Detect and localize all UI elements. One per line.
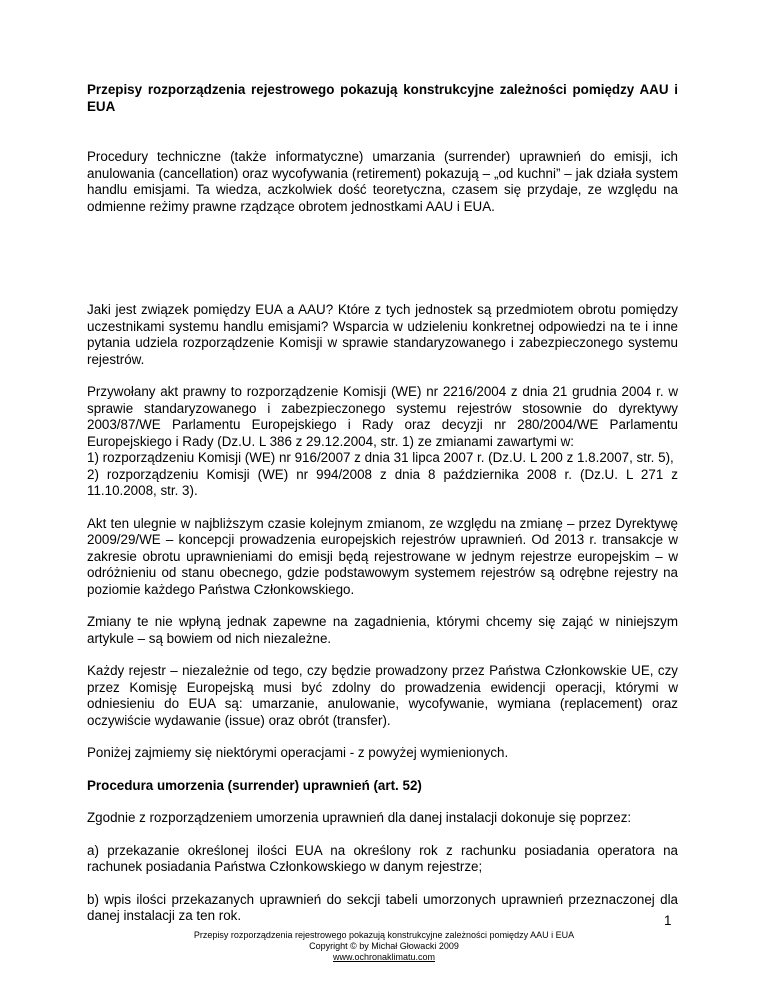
footer-link[interactable]: www.ochronaklimatu.com (332, 952, 436, 962)
paragraph-questions: Jaki jest związek pomiędzy EUA a AAU? Które z tych jednostek są przedmiotem obrotu pomiędzy uczestnikami systemu handlu emisjami? Wsparcia w udzieleniu konkretnej odpowiedzi na te i inne pytania udziela rozporządzenie Komisji w sprawie standaryzowanego i zabezpieczonego systemu rejestrów. (87, 302, 678, 367)
document-body (87, 72, 678, 925)
paragraph-surrender-intro: Zgodnie z rozporządzeniem umorzenia uprawnień dla danej instalacji dokonuje się poprzez: (87, 810, 632, 825)
section-heading-surrender: Procedura umorzenia (surrender) uprawnień (art. 52) (87, 777, 422, 793)
paragraph-amendment-1: 1) rozporządzeniu Komisji (WE) nr 916/2007 z dnia 31 lipca 2007 r. (Dz.U. L 200 z 1.8.2007, str. 5), (87, 450, 674, 465)
list-item-b: b) wpis ilości przekazanych uprawnień do sekcji tabeli umorzonych uprawnień przeznaczonej dla danej instalacji za ten rok. (87, 891, 678, 923)
paragraph-below: Poniżej zajmiemy się niektórymi operacjami - z powyżej wymienionych. (87, 745, 509, 760)
footer-copyright: Copyright © by Michał Głowacki 2009 (309, 941, 459, 951)
paragraph-independence: Zmiany te nie wpłyną jednak zapewne na zagadnienia, którymi chcemy się zająć w niniejszym artykule – są bowiem od nich niezależne. (87, 614, 678, 646)
document-title: Przepisy rozporządzenia rejestrowego pokazują konstrukcyjne zależności pomiędzy AAU i EUA (87, 82, 678, 114)
footer-title: Przepisy rozporządzenia rejestrowego pokazują konstrukcyjne zależności pomiędzy AAU i EUA (193, 930, 575, 940)
paragraph-legal-act: Przywołany akt prawny to rozporządzenie Komisji (WE) nr 2216/2004 z dnia 21 grudnia 2004 r. w sprawie standaryzowanego i zabezpieczonego systemu rejestrów stosownie do dyrektywy 2003/87/WE Parlamentu Europejskiego i Rady oraz decyzji nr 280/2004/WE Parlamentu Europejskiego i Rady (Dz.U. L 386 z 29.12.2004, str. 1) ze zmianami zawartymi w: (87, 384, 678, 449)
page-number: 1 (664, 913, 672, 928)
paragraph-registry-operations: Każdy rejestr – niezależnie od tego, czy będzie prowadzony przez Państwa Członkowskie UE, czy przez Komisję Europejską musi być zdolny do prowadzenia ewidencji operacji, którymi w odniesieniu do EUA są: umarzanie, anulowanie, wycofywanie, wymiana (replacement) oraz oczywiście wydawanie (issue) oraz obrót (transfer). (87, 663, 678, 728)
intro-paragraph: Procedury techniczne (także informatyczne) umarzania (surrender) uprawnień do emisji, ich anulowania (cancellation) oraz wycofywania (retirement) pokazują – „od kuchni” – jak działa system handlu emisjami. Ta wiedza, aczkolwiek dość teoretyczna, czasem się przydaje, ze względu na odmienne reżimy prawne rządzące obrotem jednostkami AAU i EUA. (87, 149, 678, 214)
paragraph-amendment-2: 2) rozporządzeniu Komisji (WE) nr 994/2008 z dnia 8 października 2008 r. (Dz.U. L 271 z 11.10.2008, str. 3). (87, 466, 678, 498)
page-footer (0, 930, 768, 963)
paragraph-changes: Akt ten ulegnie w najbliższym czasie kolejnym zmianom, ze względu na zmianę – przez Dyrektywę 2009/29/WE – koncepcji prowadzenia europejskich rejestrów uprawnień. Od 2013 r. transakcje w zakresie obrotu uprawnieniami do emisji będą rejestrowane w jednym rejestrze europejskim – w odróżnieniu od stanu obecnego, gdzie podstawowym systemem rejestrów są odrębne rejestry na poziomie każdego Państwa Członkowskiego. (87, 515, 678, 597)
list-item-a: a) przekazanie określonej ilości EUA na określony rok z rachunku posiadania operatora na rachunek posiadania Państwa Członkowskiego w danym rejestrze; (87, 842, 678, 874)
